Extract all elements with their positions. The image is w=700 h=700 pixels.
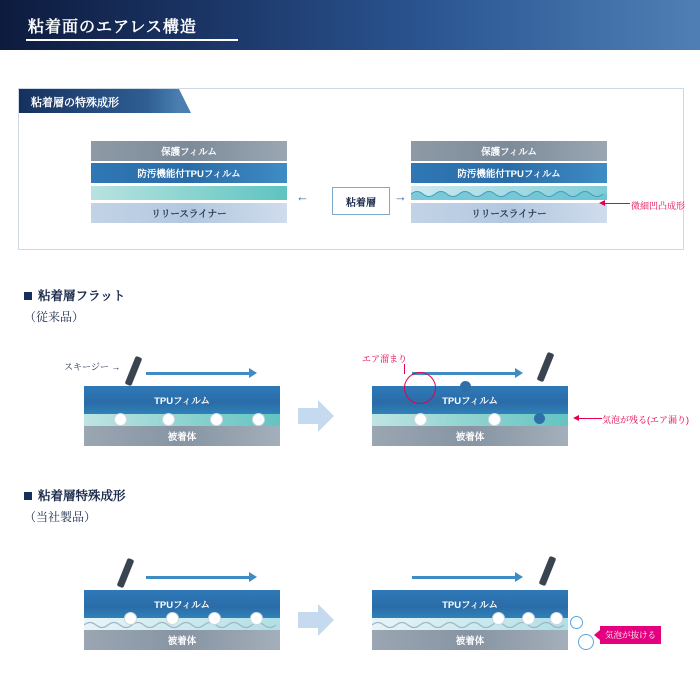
layer-tpu-film: 防汚機能付TPUフィルム — [91, 163, 287, 183]
tpu-film-layer: TPUフィルム — [372, 590, 568, 618]
section2-heading-text: 粘着層特殊成形 — [38, 489, 126, 503]
direction-arrow-icon — [146, 372, 250, 375]
page-title: 粘着面のエアレス構造 — [28, 19, 197, 36]
section1-subheading: （従来品） — [24, 310, 85, 324]
title-underline — [26, 39, 238, 41]
air-bubble — [162, 413, 175, 426]
arrow-right-icon: → — [394, 189, 407, 204]
escaping-bubble — [570, 616, 583, 629]
panel-tab-label: 粘着層の特殊成形 — [31, 97, 119, 109]
process-arrow-icon — [298, 400, 334, 432]
arrow-head — [318, 400, 334, 432]
tpu-film-layer: TPUフィルム — [372, 386, 568, 414]
air-bubble — [210, 413, 223, 426]
layer-adhesive-textured — [411, 186, 607, 200]
air-bubble — [208, 612, 221, 625]
air-bubble — [492, 612, 505, 625]
squeegee-label: スキージー → — [64, 362, 121, 372]
arrow-shaft — [298, 408, 320, 424]
section2-heading — [24, 486, 126, 504]
section1-before-diagram — [84, 386, 280, 446]
tpu-film-layer: TPUフィルム — [84, 386, 280, 414]
page-header — [0, 0, 700, 50]
section1-heading-text: 粘着層フラット — [38, 289, 126, 303]
substrate-layer: 被着体 — [84, 630, 280, 650]
trapped-air-bubble — [534, 413, 545, 424]
bullet-square-icon — [24, 292, 32, 300]
air-bubble — [414, 413, 427, 426]
air-pool-highlight — [404, 372, 436, 404]
bullet-square-icon — [24, 492, 32, 500]
air-bubble — [250, 612, 263, 625]
section1-heading — [24, 286, 125, 304]
layer-release-liner: リリースライナー — [91, 203, 287, 223]
air-bubble — [114, 413, 127, 426]
squeegee-icon — [117, 558, 135, 588]
air-bubble — [252, 413, 265, 426]
substrate-layer: 被着体 — [372, 630, 568, 650]
right-layer-stack — [411, 141, 607, 223]
wave-icon — [411, 187, 607, 200]
note-pointer — [578, 418, 602, 419]
squeegee-icon — [537, 352, 555, 382]
air-bubble — [488, 413, 501, 426]
air-bubble — [124, 612, 137, 625]
air-pool-label: エア溜まり — [362, 354, 408, 364]
adhesive-layer-textured — [372, 618, 568, 630]
micro-texture-label: 微細凹凸成形 — [631, 201, 686, 211]
layer-release-liner: リリースライナー — [411, 203, 607, 223]
section2-after-diagram — [372, 590, 568, 650]
arrow-head — [318, 604, 334, 636]
layer-adhesive-flat — [91, 186, 287, 200]
process-arrow-icon — [298, 604, 334, 636]
squeegee-icon — [539, 556, 557, 586]
section2-before-diagram — [84, 590, 280, 650]
bubble-escape-tag: 気泡が抜ける — [600, 626, 661, 644]
adhesive-layer-callout: 粘着層 — [332, 187, 390, 215]
air-bubble — [522, 612, 535, 625]
layer-tpu-film: 防汚機能付TPUフィルム — [411, 163, 607, 183]
escaping-bubble — [578, 634, 594, 650]
air-bubble — [166, 612, 179, 625]
trapped-air-bubble — [460, 381, 471, 392]
adhesive-structure-panel — [18, 88, 684, 250]
left-layer-stack — [91, 141, 287, 223]
air-remains-note: 気泡が残る(エア漏り) — [602, 415, 689, 425]
direction-arrow-icon — [412, 576, 516, 579]
panel-tab — [19, 89, 179, 113]
air-bubble — [550, 612, 563, 625]
substrate-layer: 被着体 — [372, 426, 568, 446]
direction-arrow-icon — [146, 576, 250, 579]
section2-subheading: （当社製品） — [24, 510, 97, 524]
substrate-layer: 被着体 — [84, 426, 280, 446]
micro-texture-pointer — [604, 203, 630, 204]
arrow-left-icon: ← — [296, 189, 309, 204]
section1-after-diagram — [372, 386, 568, 446]
layer-protective-film: 保護フィルム — [91, 141, 287, 161]
squeegee-icon — [125, 356, 143, 386]
callout-line — [404, 364, 405, 374]
layer-protective-film: 保護フィルム — [411, 141, 607, 161]
wave-icon — [372, 619, 568, 630]
arrow-shaft — [298, 612, 320, 628]
tpu-film-layer: TPUフィルム — [84, 590, 280, 618]
